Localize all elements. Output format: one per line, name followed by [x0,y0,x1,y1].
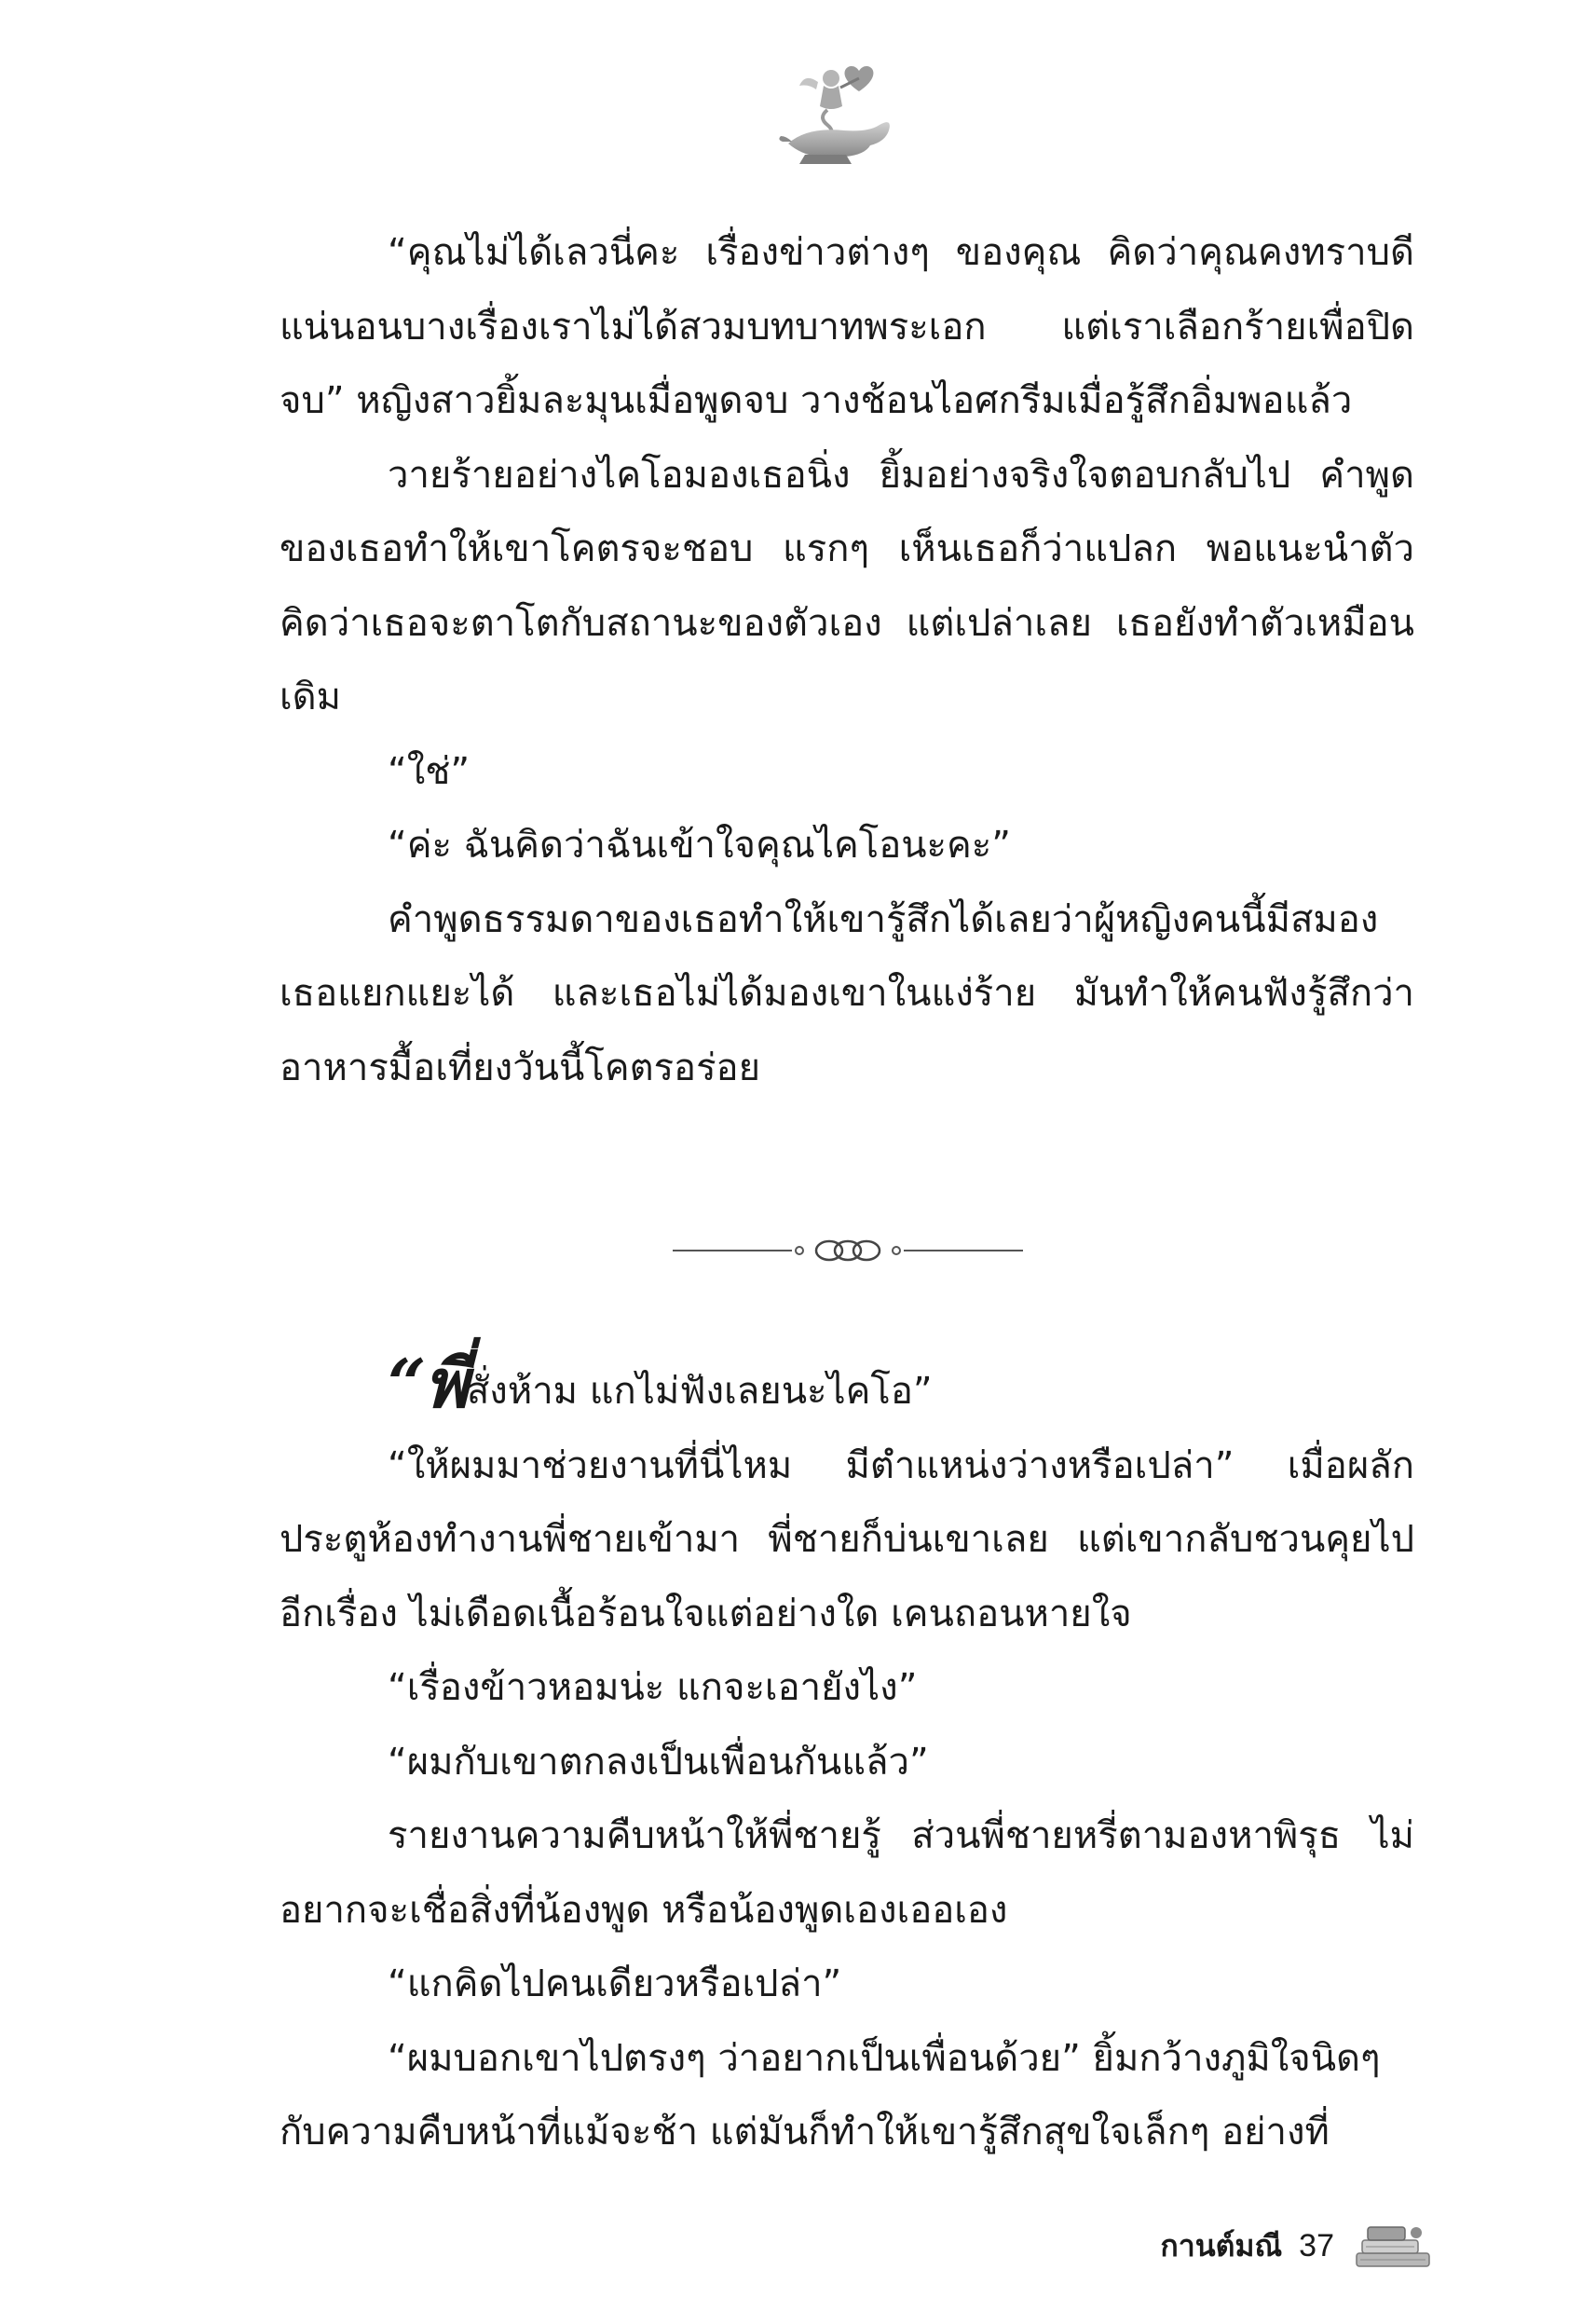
opening-line [280,1344,1414,1429]
author-name: กานต์มณี [1160,2227,1283,2263]
paragraph: วายร้ายอย่างไคโอมองเธอนิ่ง ยิ้มอย่างจริงใจตอบกลับไป คำพูดของเธอทำให้เขาโคตรจะชอบ แรกๆ เห็นเธอก็ว่าแปลก พอแนะนำตัว คิดว่าเธอจะตาโตกับสถานะของตัวเอง แต่เปล่าเลย เธอยังทำตัวเหมือนเดิม [280,453,1414,718]
paragraph: “ผมบอกเขาไปตรงๆ ว่าอยากเป็นเพื่อนด้วย” ยิ้มกว้างภูมิใจนิดๆ กับความคืบหน้าที่แม้จะช้า แต่มันก็ทำให้เขารู้สึกสุขใจเล็กๆ อย่างที่ [280,2036,1381,2154]
stacked-books-icon [1351,2220,1435,2272]
dialogue-line: “เรื่องข้าวหอมน่ะ แกจะเอายังไง” [388,1666,918,1709]
section-1 [280,216,1414,1105]
page-footer [1099,2218,1435,2274]
paragraph: คำพูดธรรมดาของเธอทำให้เขารู้สึกได้เลยว่าผู้หญิงคนนี้มีสมองเธอแยกแยะได้ และเธอไม่ได้มองเขาในแง่ร้าย มันทำให้คนฟังรู้สึกว่าอาหารมื้อเที่ยงวันนี้โคตรอร่อย [280,897,1414,1089]
dialogue-line: “แกคิดไปคนเดียวหรือเปล่า” [388,1962,842,2005]
paragraph: “ให้ผมมาช่วยงานที่นี่ไหม มีตำแหน่งว่างหรือเปล่า” เมื่อผลักประตูห้องทำงานพี่ชายเข้ามา พี่ชายก็บ่นเขาเลย แต่เขากลับชวนคุยไปอีกเรื่อง ไม่เดือดเนื้อร้อนใจแต่อย่างใด เคนถอนหายใจ [280,1443,1414,1635]
genie-lamp-icon [770,58,900,170]
dialogue-line: “ค่ะ ฉันคิดว่าฉันเข้าใจคุณไคโอนะคะ” [388,824,1012,867]
dialogue-line: “ผมกับเขาตกลงเป็นเพื่อนกันแล้ว” [388,1740,929,1784]
scroll-divider-icon [673,1232,1023,1269]
paragraph: “คุณไม่ได้เลวนี่คะ เรื่องข่าวต่างๆ ของคุณ คิดว่าคุณคงทราบดี แน่นอนบางเรื่องเราไม่ได้สวมบทบาทพระเอก แต่เราเลือกร้ายเพื่อปิดจบ” หญิงสาวยิ้มละมุนเมื่อพูดจบ วางช้อนไอศกรีมเมื่อรู้สึกอิ่มพอแล้ว [280,231,1414,422]
drop-cap: “พี่ [388,1344,467,1423]
dialogue-line: “ใช่” [388,749,471,793]
paragraph: รายงานความคืบหน้าให้พี่ชายรู้ ส่วนพี่ชายหรี่ตามองหาพิรุธ ไม่อยากจะเชื่อสิ่งที่น้องพูด หรือน้องพูดเองเออเอง [280,1814,1414,1932]
page-number: 37 [1299,2227,1334,2263]
opening-line-rest: สั่งห้าม แกไม่ฟังเลยนะไคโอ” [466,1370,933,1413]
section-2 [280,1344,1414,2170]
